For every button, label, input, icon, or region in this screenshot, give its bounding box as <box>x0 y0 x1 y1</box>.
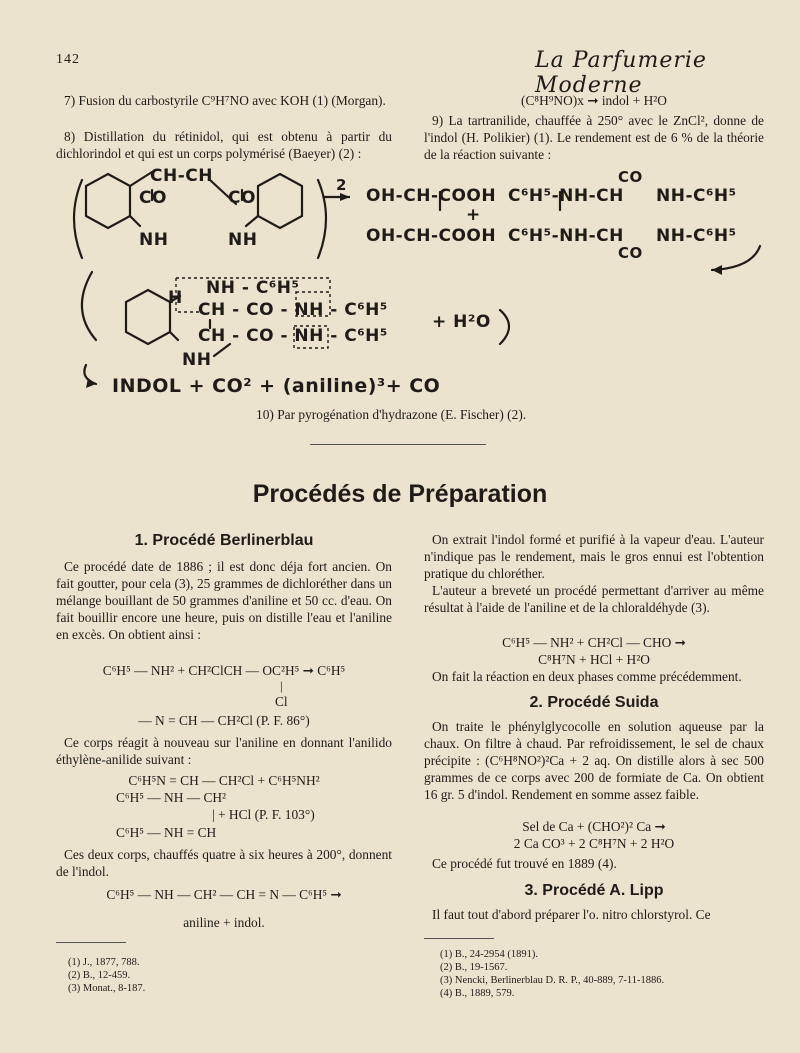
right-bracket <box>318 180 326 258</box>
left-bracket <box>74 180 82 258</box>
footnote-rule-right <box>424 938 494 939</box>
equation-1d: — N = CH — CH²Cl (P. F. 86°) <box>138 713 310 728</box>
equation-right-1b: C⁸H⁷N + HCl + H²O <box>538 652 650 667</box>
scheme-ch-ch: CH-CH <box>150 166 213 186</box>
footnote-left-3: (3) Monat., 8-187. <box>68 983 146 994</box>
scheme-co-2: CO <box>228 188 256 208</box>
scheme-plus-1: + <box>466 205 481 225</box>
footnote-rule-left <box>56 942 126 943</box>
divider-top <box>310 444 486 445</box>
paragraph-right-2: L'auteur a breveté un procédé permettant d'arriver au même résultat à l'aide de l'aniline et de la chloraldéhyde (3). <box>424 583 764 615</box>
benzene-ring-1 <box>86 174 130 228</box>
scheme-anilide-bottom: C⁶H⁵-NH-CH <box>508 226 624 246</box>
benzene-ring-2 <box>258 174 302 228</box>
scheme-water: + H²O <box>432 312 491 332</box>
scheme-anilide-top: C⁶H⁵-NH-CH <box>508 186 624 206</box>
equation-2c: | + HCl (P. F. 103°) <box>212 807 315 822</box>
scheme-anilide-bottom-end: NH-C⁶H⁵ <box>656 226 737 246</box>
equation-2a: C⁶H⁵N = CH — CH²Cl + C⁶H⁵NH² <box>128 773 320 788</box>
section-title: Procédés de Préparation <box>252 480 548 508</box>
paragraph-suida-2: Ce procédé fut trouvé en 1889 (4). <box>432 856 617 871</box>
footnote-right-2: (2) B., 19-1567. <box>440 962 508 973</box>
scheme-co-1: CO <box>139 188 167 208</box>
scheme-chain-top: CH - CO - NH - C⁶H⁵ <box>198 300 388 320</box>
equation-2b: C⁶H⁵ — NH — CH² <box>116 790 227 805</box>
scheme-h: H <box>168 288 183 308</box>
scheme-tartaric-top: OH-CH-COOH <box>366 186 497 206</box>
heading-suida: 2. Procédé Suida <box>529 694 659 711</box>
footnote-left-2: (2) B., 12-459. <box>68 970 131 981</box>
curved-arrow-4 <box>500 310 509 344</box>
scheme-co-bottom: CO <box>618 244 643 262</box>
paragraph-berlinerblau-3: Ces deux corps, chauffés quatre à six heures à 200°, donnent de l'indol. <box>56 847 392 879</box>
footnote-left-1: (1) J., 1877, 788. <box>68 957 140 968</box>
equation-3: C⁶H⁵ — NH — CH² — CH = N — C⁶H⁵ ➞ <box>106 887 342 902</box>
paragraph-right-3: On fait la réaction en deux phases comme précédemment. <box>432 669 742 684</box>
equation-1a: C⁶H⁵ — NH² + CH²ClCH — OC²H⁵ ➞ C⁶H⁵ <box>102 663 346 678</box>
equation-9: (C⁸H⁹NO)x ➞ indol + H²O <box>521 93 667 108</box>
journal-title: La Parfumerie Moderne <box>535 48 707 98</box>
footnote-right-4: (4) B., 1889, 579. <box>440 988 515 999</box>
equation-2d: C⁶H⁵ — NH = CH <box>116 825 217 840</box>
paragraph-lipp: Il faut tout d'abord préparer l'o. nitro chlorstyrol. Ce <box>432 907 711 922</box>
scheme-nh-2: NH <box>228 230 258 250</box>
equation-right-1: C⁶H⁵ — NH² + CH²Cl — CHO ➞ <box>502 635 686 650</box>
equation-1c: Cl <box>275 694 288 709</box>
equation-suida-1: Sel de Ca + (CHO²)² Ca ➞ <box>522 819 666 834</box>
scheme-nh-bottom: NH <box>182 350 212 370</box>
paragraph-right-1: On extrait l'indol formé et purifié à la vapeur d'eau. L'auteur n'indique pas le rendement, mais le gros ennui est l'obtention pratique du chloréther. <box>424 532 764 581</box>
heading-lipp: 3. Procédé A. Lipp <box>524 882 664 899</box>
scheme-products: INDOL + CO² + (aniline)³+ CO <box>112 375 441 397</box>
scheme-tartaric-bottom: OH-CH-COOH <box>366 226 497 246</box>
scheme-nh-1: NH <box>139 230 169 250</box>
scheme-co-top: CO <box>618 168 643 186</box>
equation-3b: aniline + indol. <box>183 915 265 930</box>
footnote-right-3: (3) Nencki, Berlinerblau D. R. P., 40-889, 7-11-1886. <box>440 975 665 986</box>
item-7: 7) Fusion du carbostyrile C⁹H⁷NO avec KOH (1) (Morgan). <box>64 93 386 108</box>
paragraph-suida: On traite le phénylglycocolle en solution aqueuse par la chaux. On filtre à chaud. Par refroidissement, le sel de chaux précipite : (C⁶H⁸NO²)²Ca + 2 aq. On distille alors à sec 500 grammes de ce corps avec 200 de formiate de Ca. On obtient 16 gr. 5 d'indol. Rendement en somme assez faible. <box>424 719 764 802</box>
curved-arrow-2 <box>82 272 96 340</box>
page-number: 142 <box>56 52 80 67</box>
arrow-head-2 <box>712 265 722 275</box>
scheme-anilide-top-end: NH-C⁶H⁵ <box>656 186 737 206</box>
scheme-coef-2: 2 <box>336 176 347 194</box>
scheme-chain-bottom: CH - CO - NH - C⁶H⁵ <box>198 326 388 346</box>
scheme-nh-c6h5: NH - C⁶H⁵ <box>206 278 300 298</box>
footnote-right-1: (1) B., 24-2954 (1891). <box>440 949 538 960</box>
item-8: 8) Distillation du rétinidol, qui est obtenu à partir du dichlorindol et qui est un corps polymérisé (Baeyer) (2) : <box>56 129 392 161</box>
benzene-ring-3 <box>126 290 170 344</box>
equation-1b: | <box>280 678 283 693</box>
equation-suida-2: 2 Ca CO³ + 2 C⁸H⁷N + 2 H²O <box>513 836 675 851</box>
paragraph-berlinerblau-1: Ce procédé date de 1886 ; il est donc déja fort ancien. On fait goutter, pour cela (3), 25 grammes de dichloréther dans un mélange bouillant de 50 grammes d'aniline et 50 cc. d'eau. On fait bouillir encore une heure, puis on distille l'eau et l'aniline en excès. On obtient ainsi : <box>56 559 392 642</box>
item-9: 9) La tartranilide, chauffée à 250° avec le ZnCl², donne de l'indol (H. Polikier) (1). Le rendement est de 6 % de la théorie de la réaction suivante : <box>424 113 764 162</box>
item-10: 10) Par pyrogénation d'hydrazone (E. Fischer) (2). <box>256 407 527 422</box>
paragraph-berlinerblau-2: Ce corps réagit à nouveau sur l'aniline en donnant l'anilido éthylène-anilide suivant : <box>56 735 392 767</box>
heading-berlinerblau: 1. Procédé Berlinerblau <box>134 532 314 549</box>
